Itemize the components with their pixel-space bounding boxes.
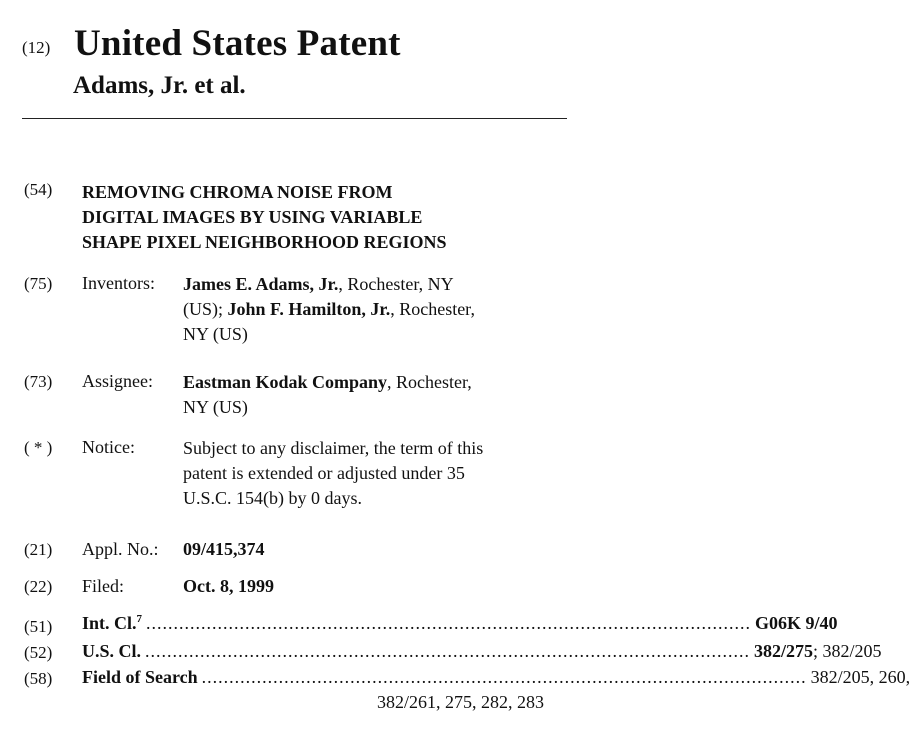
inventors-value: [183, 272, 475, 347]
assignee-code: (73): [24, 372, 53, 391]
filed-label: Filed:: [82, 576, 125, 596]
inventors-label: Inventors:: [82, 273, 155, 293]
notice-label: Notice:: [82, 437, 135, 457]
header-code: (12): [22, 38, 51, 57]
assignee-location: , Rochester,: [387, 372, 472, 392]
header-divider: [22, 118, 567, 119]
int-cl-row: [82, 613, 838, 634]
field-of-search-label: Field of Search: [82, 667, 198, 687]
notice-code: ( * ): [24, 438, 53, 457]
inventor-country: (US);: [183, 299, 228, 319]
us-cl-row: [82, 641, 882, 662]
inventor-location-line: NY (US): [183, 324, 248, 344]
notice-line: U.S.C. 154(b) by 0 days.: [183, 488, 362, 508]
inventor-name: John F. Hamilton, Jr.: [227, 299, 391, 319]
filed-code: (22): [24, 577, 53, 596]
document-authors: Adams, Jr. et al.: [73, 72, 246, 99]
int-cl-code: (51): [24, 617, 53, 636]
field-of-search-value-line2: 382/261, 275, 282, 283: [376, 692, 544, 712]
field-of-search-row: [82, 667, 910, 688]
inventor-location: , Rochester,: [390, 299, 475, 319]
notice-line: patent is extended or adjusted under 35: [183, 463, 465, 483]
leader-dots: ..............................................................................................................: [201, 667, 807, 687]
appl-no-value: 09/415,374: [183, 539, 265, 559]
notice-text: [183, 436, 483, 511]
appl-no-label: Appl. No.:: [82, 539, 159, 559]
invention-title-line: SHAPE PIXEL NEIGHBORHOOD REGIONS: [82, 232, 447, 252]
us-cl-value-primary: 382/275: [754, 641, 814, 661]
filed-value: Oct. 8, 1999: [183, 576, 274, 596]
assignee-label: Assignee:: [82, 371, 153, 391]
invention-title-line: DIGITAL IMAGES BY USING VARIABLE: [82, 207, 423, 227]
us-cl-code: (52): [24, 643, 53, 662]
invention-title-line: REMOVING CHROMA NOISE FROM: [82, 182, 393, 202]
int-cl-edition: 7: [136, 613, 143, 625]
inventors-code: (75): [24, 274, 53, 293]
notice-line: Subject to any disclaimer, the term of this: [183, 438, 484, 458]
us-cl-value-secondary: ; 382/205: [813, 641, 882, 661]
assignee-location-line: NY (US): [183, 397, 248, 417]
field-of-search-code: (58): [24, 669, 53, 688]
assignee-value: [183, 370, 472, 420]
us-cl-label: U.S. Cl.: [82, 641, 142, 661]
invention-title: [82, 180, 447, 255]
int-cl-value: G06K 9/40: [755, 613, 838, 633]
leader-dots: ..............................................................................................................: [146, 613, 752, 633]
inventor-name: James E. Adams, Jr.: [183, 274, 339, 294]
document-title: United States Patent: [74, 23, 401, 64]
leader-dots: ..............................................................................................................: [145, 641, 751, 661]
title-code: (54): [24, 180, 53, 199]
inventor-location: , Rochester, NY: [338, 274, 454, 294]
assignee-name: Eastman Kodak Company: [183, 372, 388, 392]
field-of-search-value-line1: 382/205, 260,: [810, 667, 910, 687]
int-cl-label: Int. Cl.: [82, 613, 137, 633]
appl-no-code: (21): [24, 540, 53, 559]
